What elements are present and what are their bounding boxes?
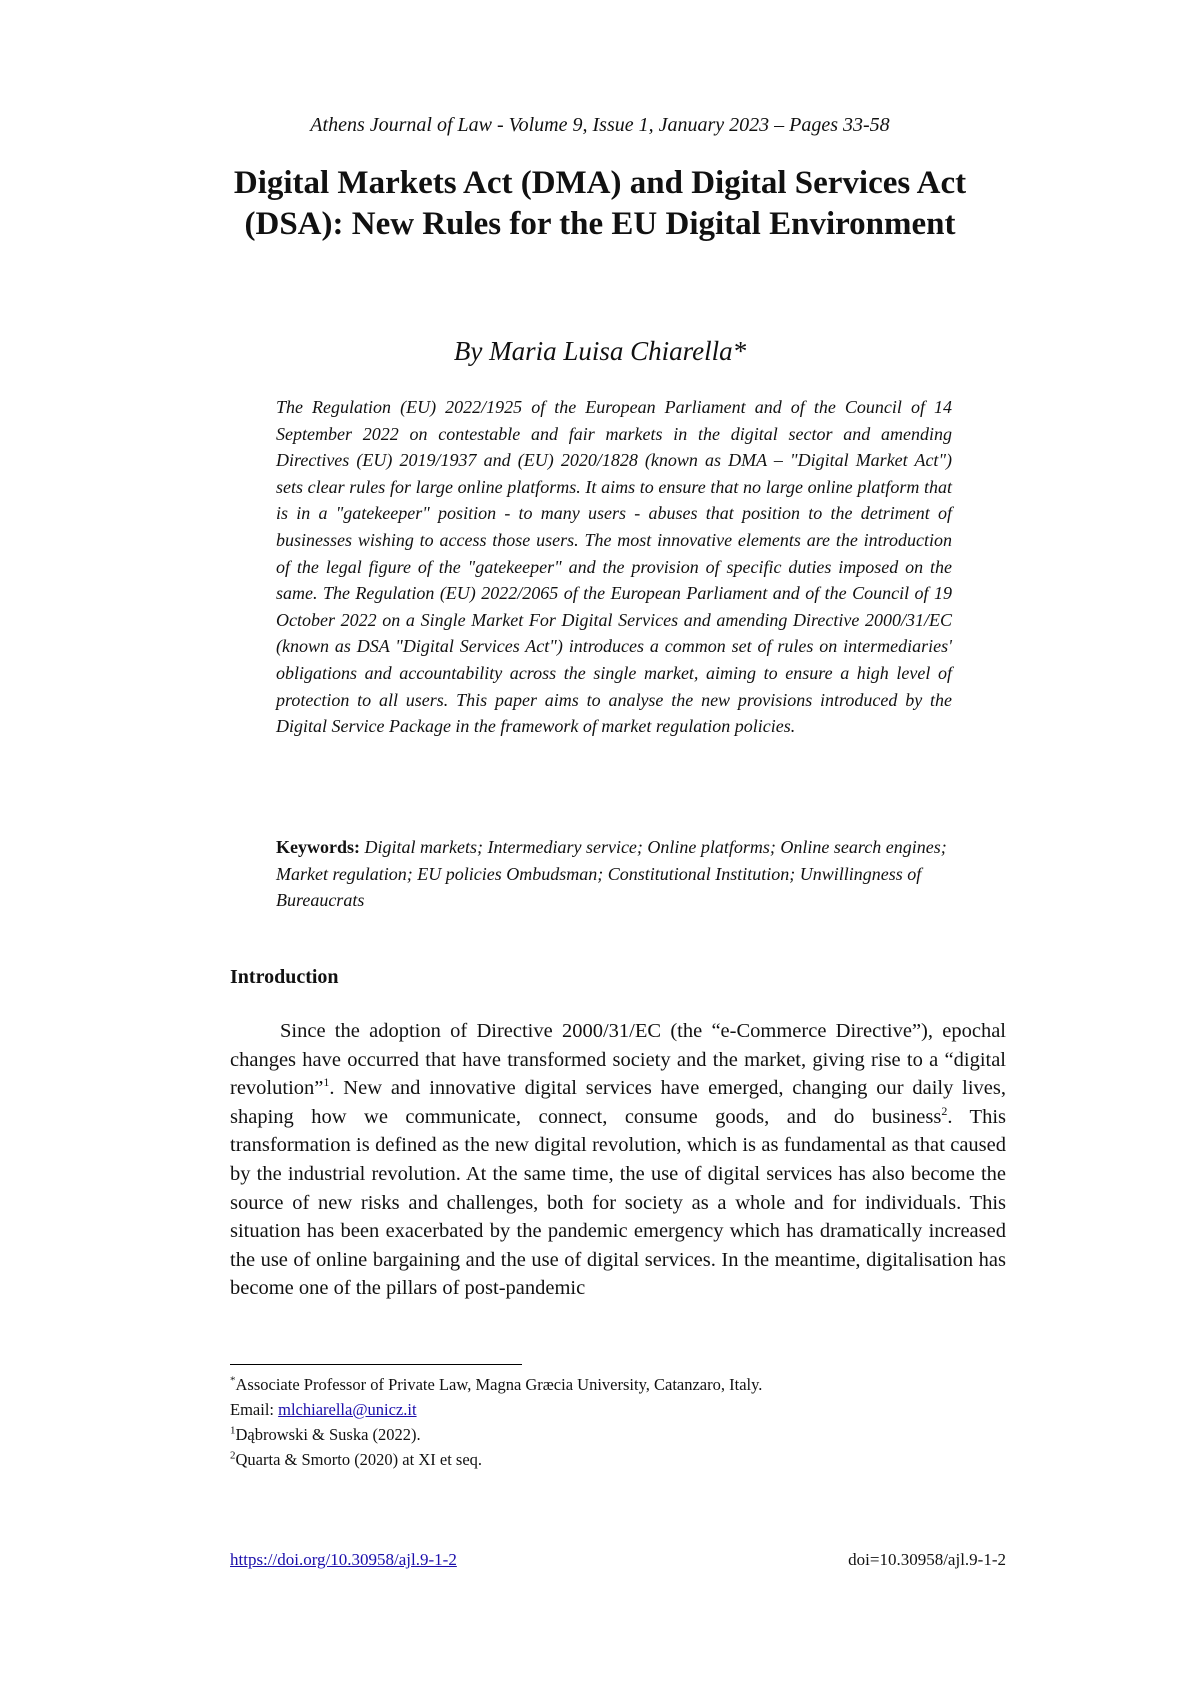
introduction-paragraph xyxy=(230,1017,1006,1303)
footnote-2-text: Quarta & Smorto (2020) at XI et seq. xyxy=(235,1450,483,1469)
footnote-star-mark: * xyxy=(230,1374,236,1387)
intro-text-part2: . New and innovative digital services have emerged, changing our daily lives, shaping how we communicate, connect, consume goods, and do business xyxy=(230,1077,1006,1128)
footnote-ref-1[interactable]: 1 xyxy=(323,1075,330,1090)
paper-title: Digital Markets Act (DMA) and Digital Services Act (DSA): New Rules for the EU Digital Environment xyxy=(233,165,967,242)
email-label: Email: xyxy=(230,1400,274,1419)
keywords-text: Digital markets; Intermediary service; Online platforms; Online search engines; Market regulation; EU policies Ombudsman; Constitutional Institution; Unwillingness of Bureaucrats xyxy=(276,837,947,911)
doi-link[interactable]: https://doi.org/10.30958/ajl.9-1-2 xyxy=(230,1550,457,1569)
footnote-1 xyxy=(230,1422,990,1447)
intro-text-part3: . This transformation is defined as the new digital revolution, which is as fundamental as that caused by the industrial revolution. At the same time, the use of digital services has also become the source of new risks and challenges, both for society as a whole and for individuals. This situation has been exacerbated by the pandemic emergency which has dramatically increased the use of online bargaining and the use of digital services. In the meantime, digitalisation has become one of the pillars of post-pandemic xyxy=(230,1105,1006,1300)
footnote-1-text: Dąbrowski & Suska (2022). xyxy=(235,1425,421,1444)
journal-header: Athens Journal of Law - Volume 9, Issue 1, January 2023 – Pages 33-58 xyxy=(310,114,890,136)
keywords xyxy=(276,834,952,914)
footnote-1-mark: 1 xyxy=(230,1424,236,1437)
email-link[interactable]: mlchiarella@unicz.it xyxy=(278,1400,417,1419)
footnote-ref-2[interactable]: 2 xyxy=(941,1103,948,1118)
keywords-label: Keywords: xyxy=(276,837,360,857)
abstract: The Regulation (EU) 2022/1925 of the European Parliament and of the Council of 14 September 2022 on contestable and fair markets in the digital sector and amending Directives (EU) 2019/1937 and (EU) 2020/1828 (known as DMA – "Digital Market Act") sets clear rules for large online platforms. It aims to ensure that no large online platform that is in a "gatekeeper" position - to many users - abuses that position to the detriment of businesses wishing to access those users. The most innovative elements are the introduction of the legal figure of the "gatekeeper" and the provision of specific duties imposed on the same. The Regulation (EU) 2022/2065 of the European Parliament and of the Council of 19 October 2022 on a Single Market For Digital Services and amending Directive 2000/31/EC (known as DSA "Digital Services Act") introduces a common set of rules on intermediaries' obligations and accountability across the single market, aiming to ensure a high level of protection to all users. This paper aims to analyse the new provisions introduced by the Digital Service Package in the framework of market regulation policies. xyxy=(276,397,952,737)
section-heading-introduction: Introduction xyxy=(230,966,339,988)
intro-text-part1: Since the adoption of Directive 2000/31/EC (the “e-Commerce Directive”), epochal changes have occurred that have transformed society and the market, giving rise to a “digital revolution” xyxy=(230,1020,1006,1100)
footnotes xyxy=(230,1372,990,1472)
doi-identifier: doi=10.30958/ajl.9-1-2 xyxy=(848,1550,1006,1569)
footnote-email xyxy=(230,1397,990,1422)
footnote-divider xyxy=(230,1364,522,1365)
footnote-2 xyxy=(230,1447,990,1472)
author-line: By Maria Luisa Chiarella* xyxy=(453,336,747,366)
footnote-affiliation xyxy=(230,1372,990,1397)
footnote-2-mark: 2 xyxy=(230,1449,236,1462)
affiliation-text: Associate Professor of Private Law, Magna Græcia University, Catanzaro, Italy. xyxy=(235,1375,763,1394)
